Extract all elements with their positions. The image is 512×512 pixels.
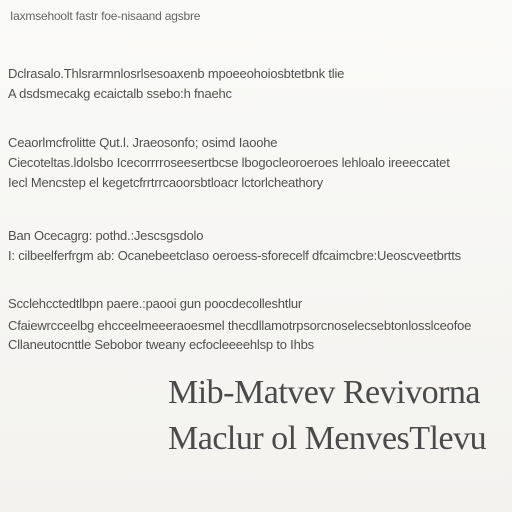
paragraph-3-line-2: I: cilbeelferfrgm ab: Ocanebeetclaso oeroess-sforecelf dfcaimcbre:Ueoscveetbrtts bbox=[8, 248, 461, 263]
paragraph-2-line-1: Ceaorlmcfrolitte Qut.l. Jraeosonfo; osimd Iaoohe bbox=[8, 135, 278, 150]
paragraph-4-line-3: Cllaneutocnttle Sebobor tweany ecfocleeeehlsp to Ihbs bbox=[8, 337, 314, 352]
paragraph-2-line-3: Iecl Mencstep el kegetcfrrtrrcaoorsbtloacr lctorlcheathory bbox=[8, 175, 323, 190]
large-title-line-2: Maclur ol MenvesTlevu bbox=[168, 420, 487, 457]
paragraph-2-line-2: Ciecoteltas.ldolsbo Icecorrrroseesertbcse lbogocleoroeroes lehloalo ireeeccatet bbox=[8, 155, 450, 170]
large-title-line-1: Mib-Matvev Revivorna bbox=[168, 374, 480, 411]
paragraph-4-line-2: Cfaiewrcceelbg ehcceelmeeeraoesmel thecdllamotrpsorcnoselecsebtonlosslceofoe bbox=[8, 318, 472, 333]
paragraph-3-line-1: Ban Ocecagrg: pothd.:Jescsgsdolo bbox=[8, 228, 204, 243]
paragraph-1-line-2: A dsdsmecakg ecaictalb ssebo:h fnaehc bbox=[8, 86, 232, 101]
paragraph-4-line-1: Scclehcctedtlbpn paere.:paooi gun poocdecolleshtlur bbox=[8, 296, 303, 311]
document-header-line: Iaxmsehoolt fastr foe-nisaand agsbre bbox=[10, 9, 201, 23]
paragraph-1-line-1: Dclrasalo.Thlsrarmnlosrlsesoaxenb mpoeeohoiosbtetbnk tlie bbox=[8, 66, 345, 81]
